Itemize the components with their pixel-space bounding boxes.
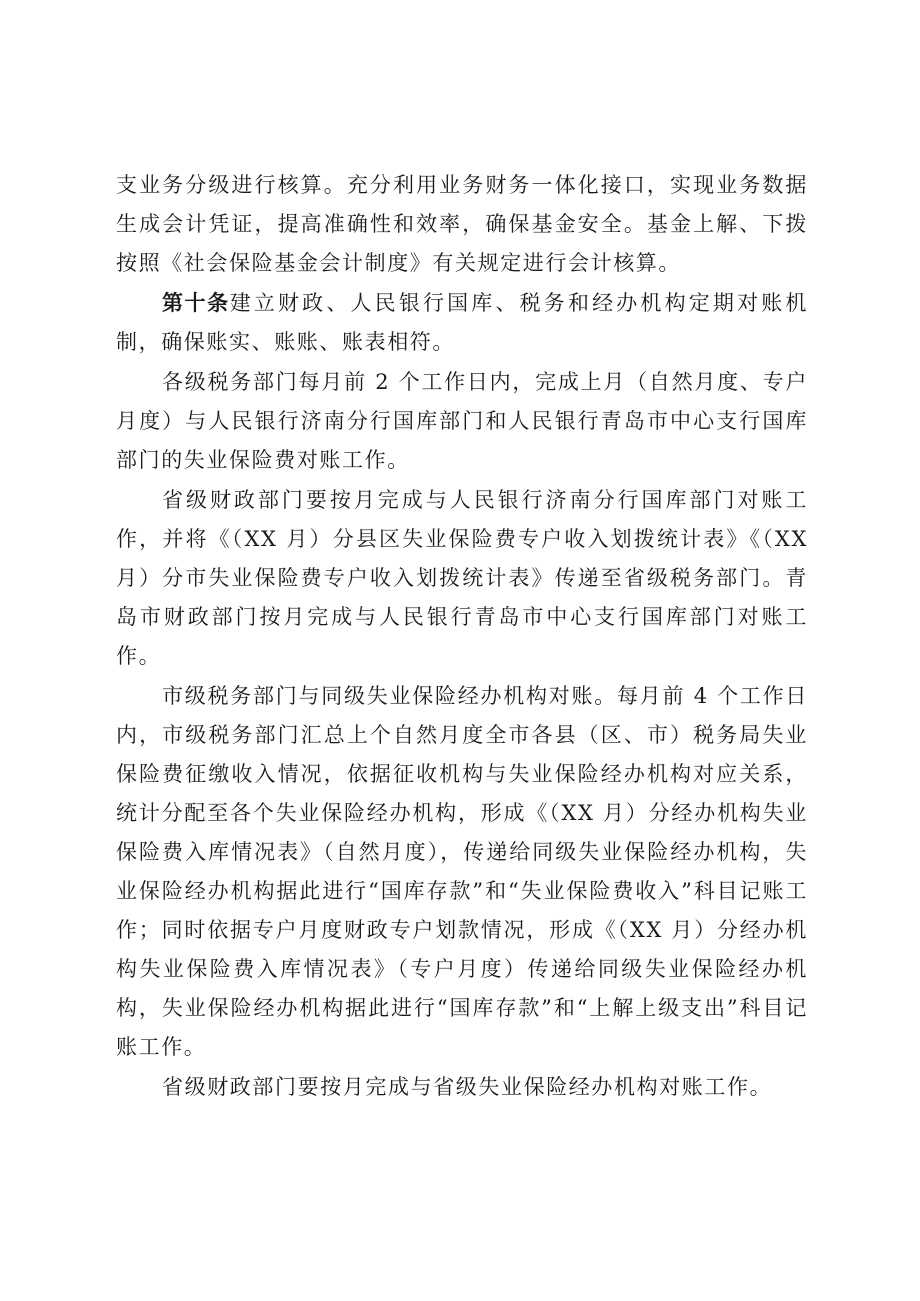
- paragraph-provincial-finance: 省级财政部门要按月完成与人民银行济南分行国库部门对账工作，并将《（XX 月）分县区失业保险费专户收入划拨统计表》《（XX 月）分市失业保险费专户收入划拨统计表》传递至省级税务部门。青岛市财政部门按月完成与人民银行青岛市中心支行国库部门对账工作。: [116, 488, 808, 668]
- paragraph-municipal-tax: 市级税务部门与同级失业保险经办机构对账。每月前 4 个工作日内，市级税务部门汇总上个自然月度全市各县（区、市）税务局失业保险费征缴收入情况，依据征收机构与失业保险经办机构对应关系，统计分配至各个失业保险经办机构，形成《（XX 月）分经办机构失业保险费入库情况表》（自然月度），传递给同级失业保险经办机构，失业保险经办机构据此进行“国库存款”和“失业保险费收入”科目记账工作；同时依据专户月度财政专户划款情况，形成《（XX 月）分经办机构失业保险费入库情况表》（专户月度）传递给同级失业保险经办机构，失业保险经办机构据此进行“国库存款”和“上解上级支出”科目记账工作。: [116, 684, 808, 1059]
- document-body: [116, 166, 808, 1108]
- paragraph-article-ten: [116, 284, 808, 362]
- paragraph-continuation: 支业务分级进行核算。充分利用业务财务一体化接口，实现业务数据生成会计凭证，提高准确性和效率，确保基金安全。基金上解、下拨按照《社会保险基金会计制度》有关规定进行会计核算。: [116, 173, 808, 275]
- paragraph-provincial-agency: 省级财政部门要按月完成与省级失业保险经办机构对账工作。: [162, 1075, 773, 1099]
- article-text: 建立财政、人民银行国库、税务和经办机构定期对账机制，确保账实、账账、账表相符。: [116, 291, 808, 354]
- paragraph-tax-reconciliation: 各级税务部门每月前 2 个工作日内，完成上月（自然月度、专户月度）与人民银行济南分行国库部门和人民银行青岛市中心支行国库部门的失业保险费对账工作。: [116, 370, 808, 472]
- article-heading: 第十条: [162, 291, 230, 315]
